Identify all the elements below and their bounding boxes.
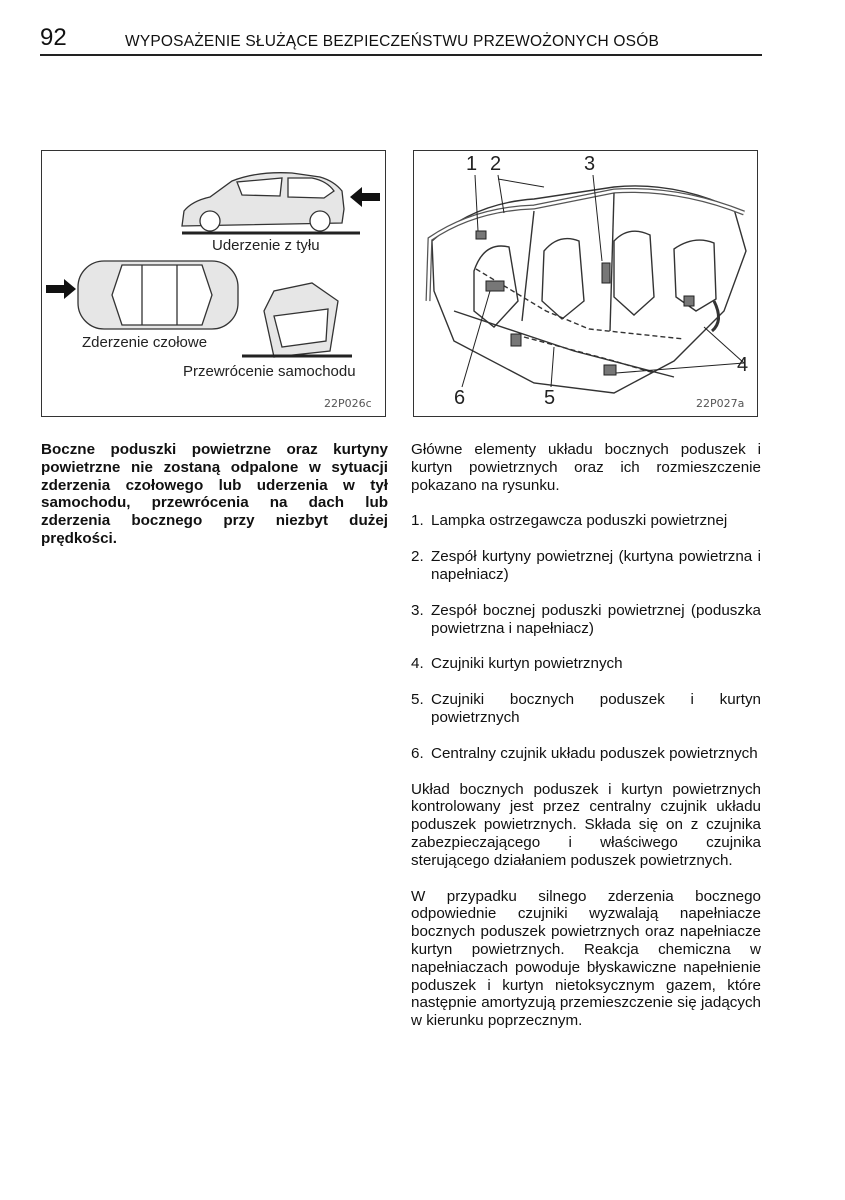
impact-paragraph: W przypadku silnego zderzenia bocznego odpowiednie czujniki wyzwalają napełniacze bocznych poduszek powietrznych oraz napełniacze kurtyn powietrznych. Reakcja chemiczna w napełniaczach powoduje błyskawiczne napełnienie poduszek i kurtyn nietoksycznym gazem, które następnie amortyzują przemieszczenie się jadących w kierunku poprzecznym. xyxy=(411,887,761,1030)
components-list xyxy=(411,512,761,762)
callout-6: 6 xyxy=(454,387,466,409)
callout-2: 2 xyxy=(490,153,502,175)
callout-3: 3 xyxy=(584,153,596,175)
rear-impact-label: Uderzenie z tyłu xyxy=(212,237,320,254)
list-item: 2. Zespół kurtyny powietrznej (kurtyna powietrzna i napełniacz) xyxy=(411,548,761,583)
running-title: WYPOSAŻENIE SŁUŻĄCE BEZPIECZEŃSTWU PRZEWOŻONYCH OSÓB xyxy=(125,33,660,50)
body-text xyxy=(411,441,761,1048)
rollover-label: Przewrócenie samochodu xyxy=(183,363,356,380)
collision-types-figure xyxy=(41,150,386,417)
figure-code: 22P026c xyxy=(324,397,372,410)
airbag-components-drawing xyxy=(414,151,757,416)
intro-paragraph: Główne elementy układu bocznych poduszek i kurtyn powietrznych oraz ich rozmieszczenie pokazano na rysunku. xyxy=(411,441,761,494)
list-item: 1. Lampka ostrzegawcza poduszki powietrznej xyxy=(411,512,728,530)
figure-code: 22P027a xyxy=(696,397,745,410)
front-impact-label: Zderzenie czołowe xyxy=(82,334,208,351)
system-paragraph: Układ bocznych poduszek i kurtyn powietrznych kontrolowany jest przez centralny czujnik układu poduszek powietrznych. Składa się on z czujnika zabezpieczającego i właściwego czujnika sterującego działaniem poduszek powietrznych. xyxy=(411,780,761,869)
page-header xyxy=(40,24,762,56)
callout-4: 4 xyxy=(737,354,749,376)
front-impact-arrow xyxy=(46,279,76,299)
callout-5: 5 xyxy=(544,387,556,409)
callout-1: 1 xyxy=(466,153,478,175)
warning-note: Boczne poduszki powietrzne oraz kurtyny powietrzne nie zostaną odpalone w sytuacji zderzenia czołowego lub uderzenia w tył samochodu, przewrócenia na dach lub zderzenia bocznego przy niezbyt dużej prędkości. xyxy=(41,441,388,547)
airbag-components-figure xyxy=(413,150,758,417)
list-item: 3. Zespół bocznej poduszki powietrznej (poduszka powietrzna i napełniacz) xyxy=(411,601,761,637)
rear-impact-arrow xyxy=(350,187,380,207)
list-item: 4. Czujniki kurtyn powietrznych xyxy=(411,655,623,673)
page-number: 92 xyxy=(40,24,67,51)
central-sensor-block xyxy=(486,281,504,291)
list-item: 5. Czujniki bocznych poduszek i kurtyn powietrznych xyxy=(411,691,761,726)
list-item: 6. Centralny czujnik układu poduszek powietrznych xyxy=(411,744,758,762)
